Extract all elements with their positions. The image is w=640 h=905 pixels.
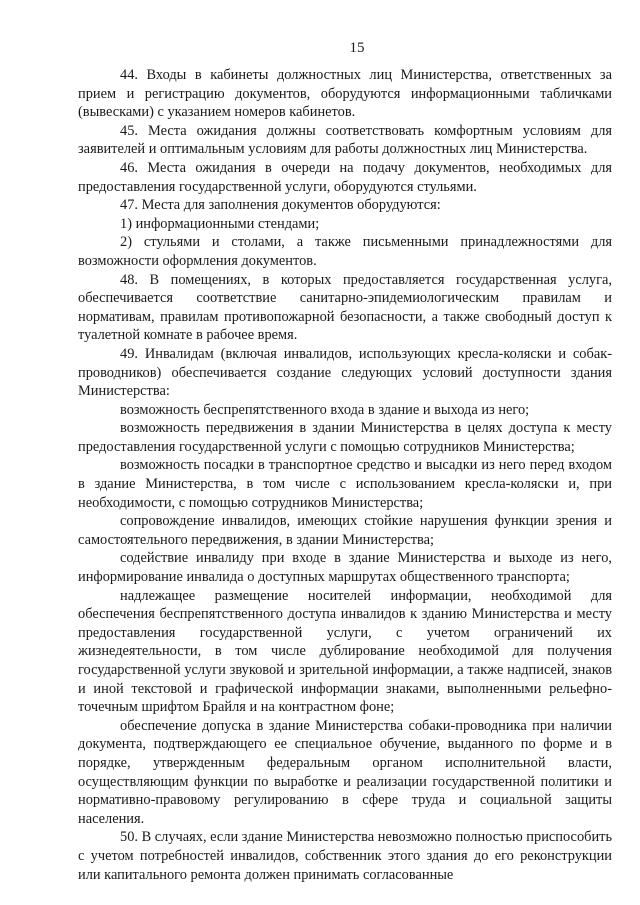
condition-guide-dog: обеспечение допуска в здание Министерства собаки-проводника при наличии документа, подтверждающего ее специальное обучение, выданного по форме и в порядке, утвержденным федеральным органом исполнительной власти, осуществляющим функции по выработке и реализации государственной политики и нормативно-правовому регулированию в сфере труда и социальной защиты населения. <box>78 717 612 827</box>
paragraph-45: 45. Места ожидания должны соответствовать комфортным условиям для заявителей и оптимальным условиям для работы должностных лиц Министерства. <box>78 122 612 158</box>
paragraph-47: 47. Места для заполнения документов оборудуются: <box>120 197 441 214</box>
paragraph-50: 50. В случаях, если здание Министерства невозможно полностью приспособить с учетом потребностей инвалидов, собственник этого здания до его реконструкции или капитального ремонта должен принимать согласованные <box>78 829 613 883</box>
paragraph-49: 49. Инвалидам (включая инвалидов, использующих кресла-коляски и собак-проводников) обеспечивается создание следующих условий доступности здания Министерства: <box>78 345 612 400</box>
list-item-1: 1) информационными стендами; <box>120 215 320 232</box>
page-number: 15 <box>349 40 365 56</box>
list-item-2: 2) стульями и столами, а также письменными принадлежностями для возможности оформления документов. <box>78 234 612 269</box>
condition-movement: возможность передвижения в здании Министерства в целях доступа к месту предоставления государственной услуги с помощью сотрудников Министерства; <box>78 420 612 455</box>
condition-entrance: возможность беспрепятственного входа в здание и выхода из него; <box>120 401 530 418</box>
condition-information: надлежащее размещение носителей информации, необходимой для обеспечения беспрепятственного доступа инвалидов к зданию Министерства и месту предоставления государственной услуги, с учетом ограничений их жизнедеятельности, в том числе дублирование необходимой для получения государственной услуги звуковой и зрительной информации, а также надписей, знаков и иной текстовой и графической информации знаками, выполненными рельефно-точечным шрифтом Брайля и на контрастном фоне; <box>78 587 612 716</box>
paragraph-44: 44. Входы в кабинеты должностных лиц Министерства, ответственных за прием и регистрацию документов, оборудуются информационными табличками (вывесками) с указанием номеров кабинетов. <box>78 67 612 121</box>
condition-assistance: содействие инвалиду при входе в здание Министерства и выходе из него, информирование инвалида о доступных маршрутах общественного транспорта; <box>78 550 612 586</box>
paragraph-48: 48. В помещениях, в которых предоставляется государственная услуга, обеспечивается соответствие санитарно-эпидемиологическим правилам и нормативам, правилам противопожарной безопасности, а также свободный доступ к туалетной комнате в рабочее время. <box>78 271 612 344</box>
condition-escort: сопровождение инвалидов, имеющих стойкие нарушения функции зрения и самостоятельного передвижения, в здании Министерства; <box>78 513 612 548</box>
paragraph-46: 46. Места ожидания в очереди на подачу документов, необходимых для предоставления государственной услуги, оборудуются стульями. <box>78 159 612 195</box>
condition-vehicle: возможность посадки в транспортное средство и высадки из него перед входом в здание Министерства, в том числе с использованием кресла-коляски и, при необходимости, с помощью сотрудников Министерства; <box>78 457 612 511</box>
